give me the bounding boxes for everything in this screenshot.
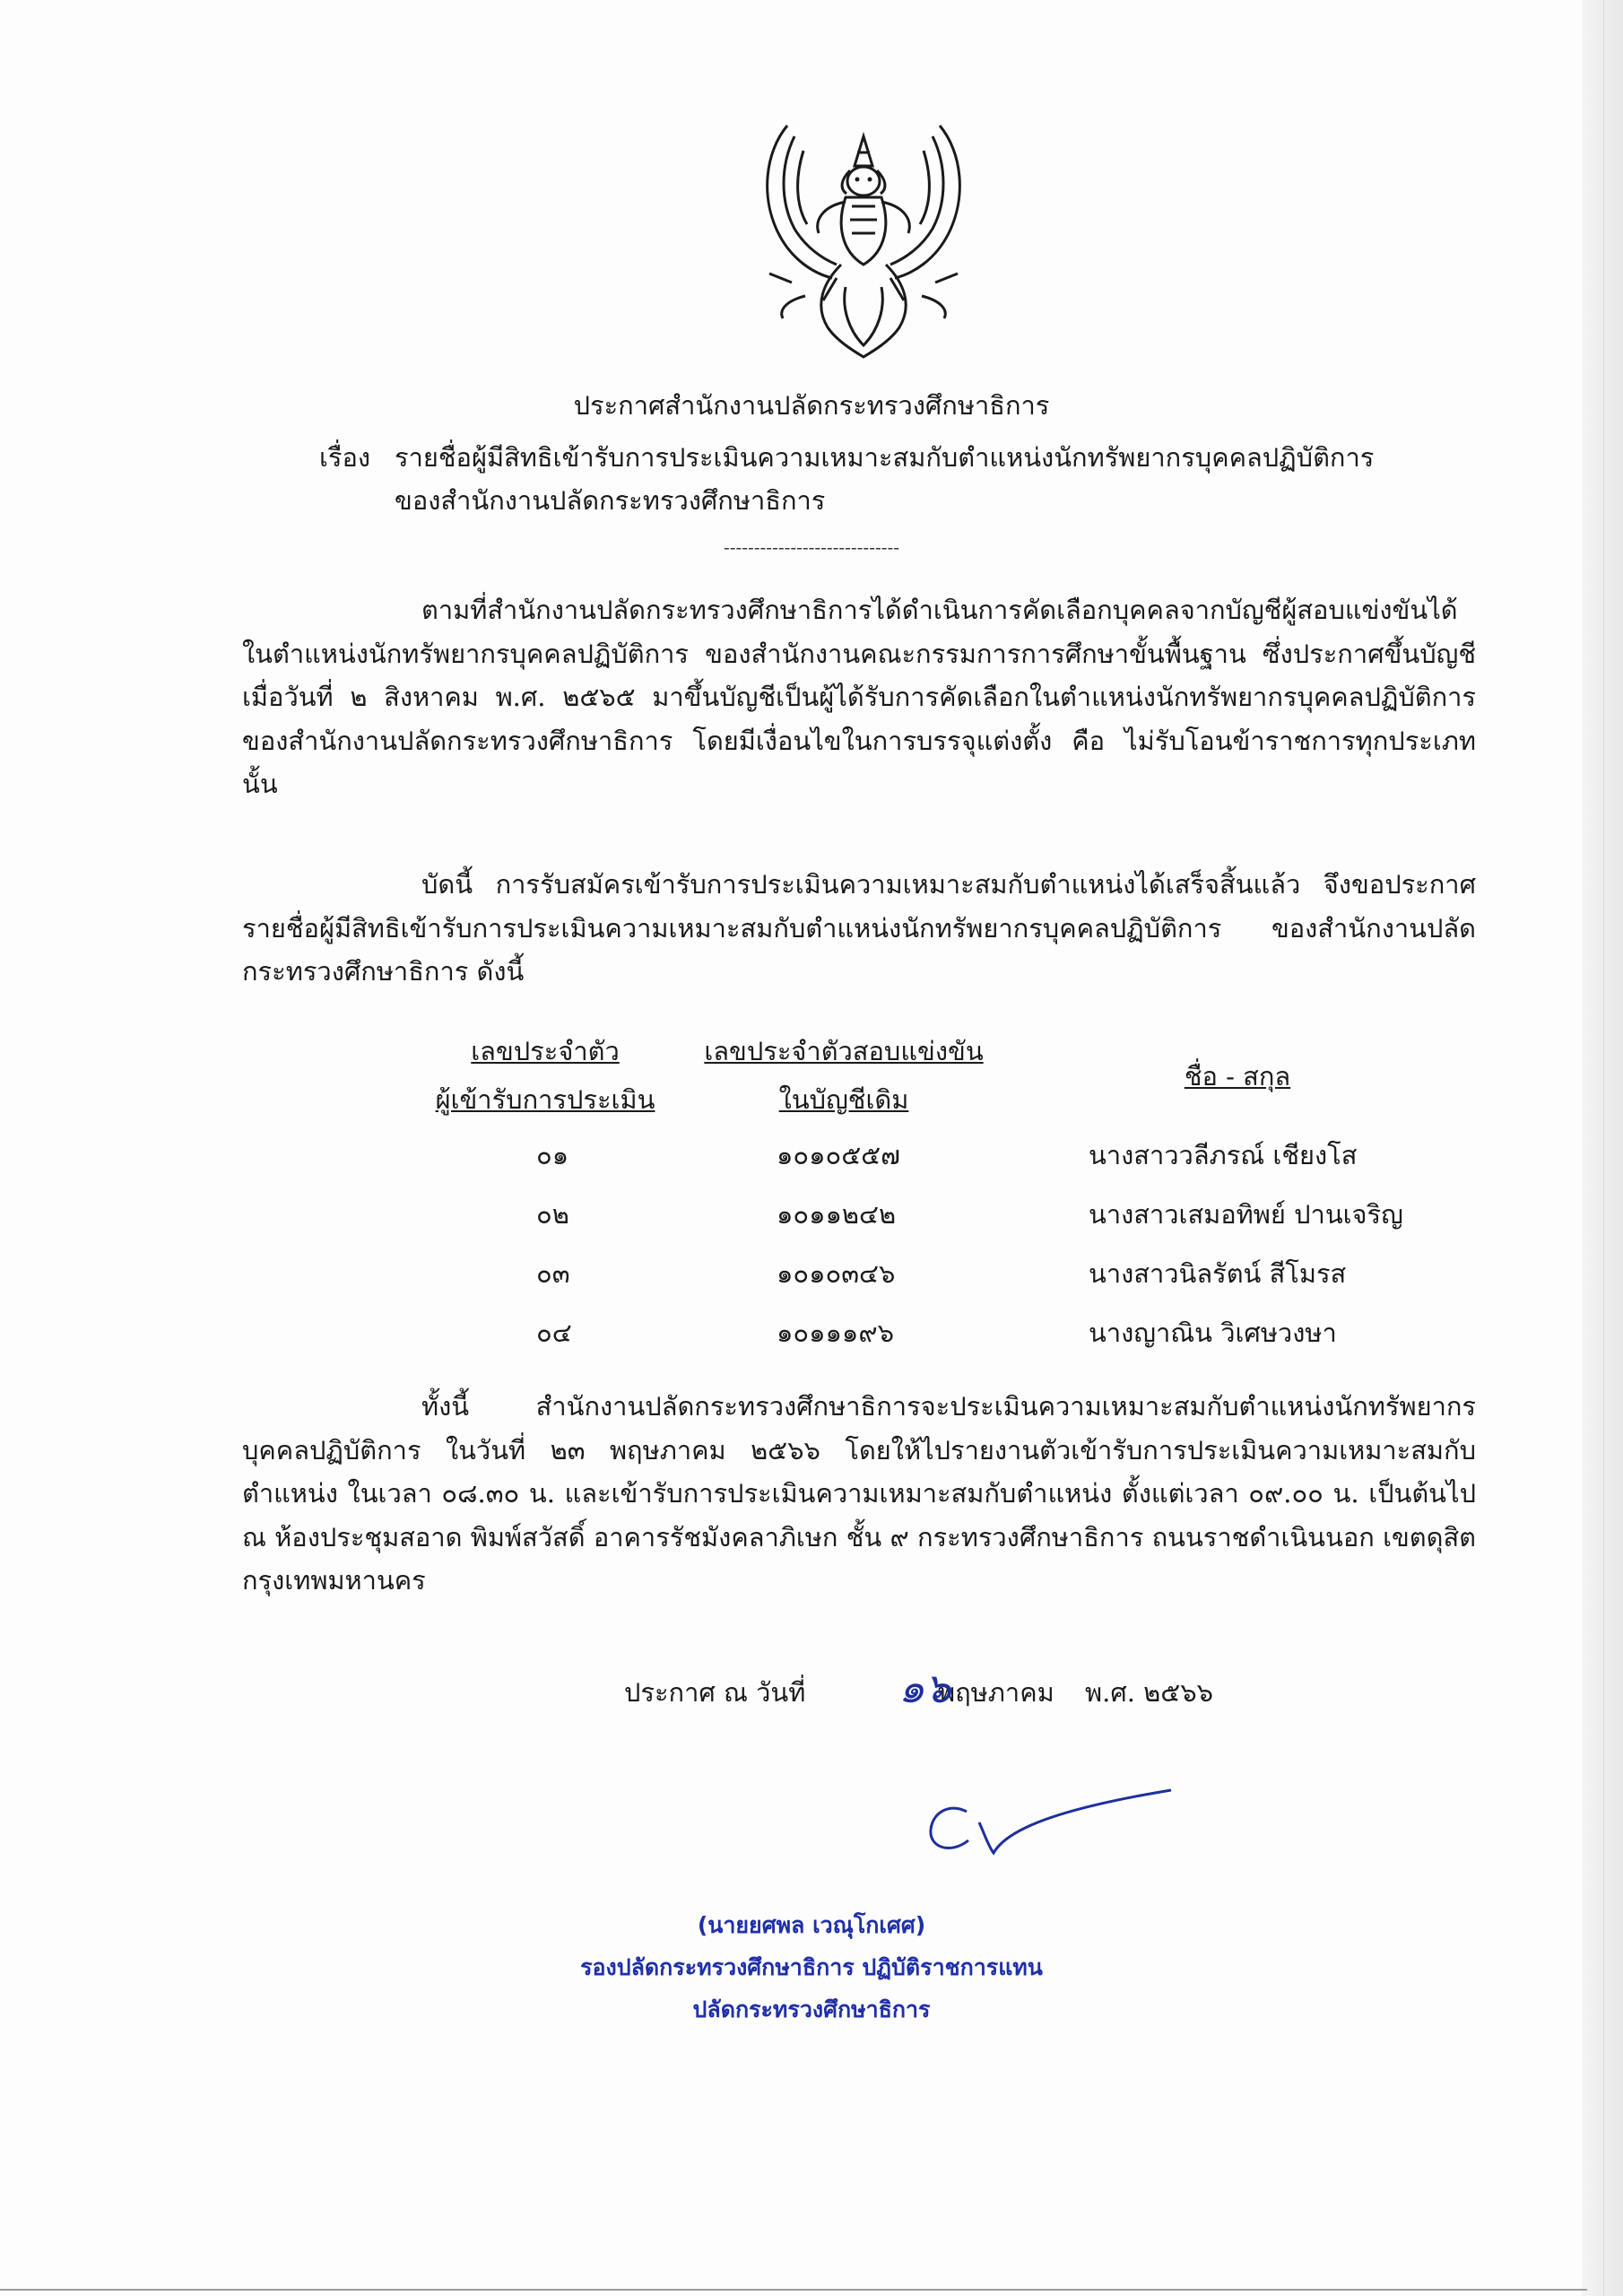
signatory-position: รองปลัดกระทรวงศึกษาธิการ ปฏิบัติราชการแทน	[580, 1954, 1043, 1980]
announce-month: พฤษภาคม	[938, 1677, 1055, 1708]
col-header-no-line1: เลขประจำตัว	[471, 1036, 620, 1066]
signatory-name: (นายยศพล เวณุโกเศศ)	[697, 1912, 926, 1938]
row-number: ๐๑	[536, 1140, 569, 1170]
row-exam-id: ๑๐๑๐๕๕๗	[777, 1140, 900, 1170]
subject-label: เรื่อง	[319, 442, 371, 473]
row-name: นางสาวนิลรัตน์ สีโมรส	[1089, 1258, 1347, 1289]
paragraph-2: บัดนี้ การรับสมัครเข้ารับการประเมินความเหมาะสมกับตำแหน่งได้เสร็จสิ้นแล้ว จึงขอประกาศรายชื่อผู้มีสิทธิเข้ารับการประเมินความเหมาะสมกับตำแหน่งนักทรัพยากรบุคคลปฏิบัติการ ของสำนักงานปลัดกระทรวงศึกษาธิการ ดังนี้	[242, 869, 1476, 987]
signature-icon	[906, 1785, 1175, 1866]
announce-prefix: ประกาศ ณ วันที่	[624, 1677, 806, 1708]
garuda-emblem-icon	[751, 117, 976, 368]
row-name: นางสาววลีภรณ์ เชียงโส	[1089, 1140, 1358, 1170]
paragraph-3: ทั้งนี้ สำนักงานปลัดกระทรวงศึกษาธิการจะประเมินความเหมาะสมกับตำแหน่งนักทรัพยากรบุคคลปฏิบัติการ ในวันที่ ๒๓ พฤษภาคม ๒๕๖๖ โดยให้ไปรายงานตัวเข้ารับการประเมินความเหมาะสมกับตำแหน่ง ในเวลา ๐๘.๓๐ น. และเข้ารับการประเมินความเหมาะสมกับตำแหน่ง ตั้งแต่เวลา ๐๙.๐๐ น. เป็นต้นไป ณ ห้องประชุมสอาด พิมพ์สวัสดิ์ อาคารรัชมังคลาภิเษก ชั้น ๙ กระทรวงศึกษาธิการ ถนนราชดำเนินนอก เขตดุสิต กรุงเทพมหานคร	[242, 1391, 1476, 1596]
row-number: ๐๓	[536, 1258, 570, 1289]
row-exam-id: ๑๐๑๑๒๔๒	[777, 1199, 897, 1230]
row-exam-id: ๑๐๑๑๑๙๖	[777, 1318, 894, 1348]
row-exam-id: ๑๐๑๐๓๔๖	[777, 1258, 896, 1289]
col-header-no-line2: ผู้เข้ารับการประเมิน	[435, 1084, 655, 1115]
paragraph-1: ตามที่สำนักงานปลัดกระทรวงศึกษาธิการได้ดำเนินการคัดเลือกบุคคลจากบัญชีผู้สอบแข่งขันได้ในตำแหน่งนักทรัพยากรบุคคลปฏิบัติการ ของสำนักงานคณะกรรมการการศึกษาขั้นพื้นฐาน ซึ่งประกาศขึ้นบัญชีเมื่อวันที่ ๒ สิงหาคม พ.ศ. ๒๕๖๕ มาขึ้นบัญชีเป็นผู้ได้รับการคัดเลือกในตำแหน่งนักทรัพยากรบุคคลปฏิบัติการ ของสำนักงานปลัดกระทรวงศึกษาธิการ โดยมีเงื่อนไขในการบรรจุแต่งตั้ง คือ ไม่รับโอนข้าราชการทุกประเภท นั้น	[242, 595, 1476, 799]
row-name: นางญาณิน วิเศษวงษา	[1089, 1318, 1337, 1348]
row-name: นางสาวเสมอทิพย์ ปานเจริญ	[1089, 1199, 1403, 1230]
separator: -----------------------------	[724, 536, 899, 558]
col-header-name: ชื่อ - สกุล	[1184, 1061, 1291, 1091]
row-number: ๐๒	[536, 1199, 569, 1230]
signatory-position-2: ปลัดกระทรวงศึกษาธิการ	[692, 1996, 931, 2022]
document-title: ประกาศสำนักงานปลัดกระทรวงศึกษาธิการ	[573, 390, 1050, 421]
announce-year: พ.ศ. ๒๕๖๖	[1085, 1677, 1214, 1708]
subject-line-2: ของสำนักงานปลัดกระทรวงศึกษาธิการ	[395, 485, 826, 516]
subject-text	[395, 436, 1471, 522]
handwritten-day: ๑๖	[898, 1664, 951, 1712]
row-number: ๐๔	[536, 1318, 572, 1348]
col-header-exam-line2: ในบัญชีเดิม	[778, 1084, 909, 1115]
subject-line-1: รายชื่อผู้มีสิทธิเข้ารับการประเมินความเหมาะสมกับตำแหน่งนักทรัพยากรบุคคลปฏิบัติการ	[395, 442, 1375, 473]
col-header-exam-line1: เลขประจำตัวสอบแข่งขัน	[704, 1036, 984, 1066]
scan-border	[0, 2289, 1587, 2291]
